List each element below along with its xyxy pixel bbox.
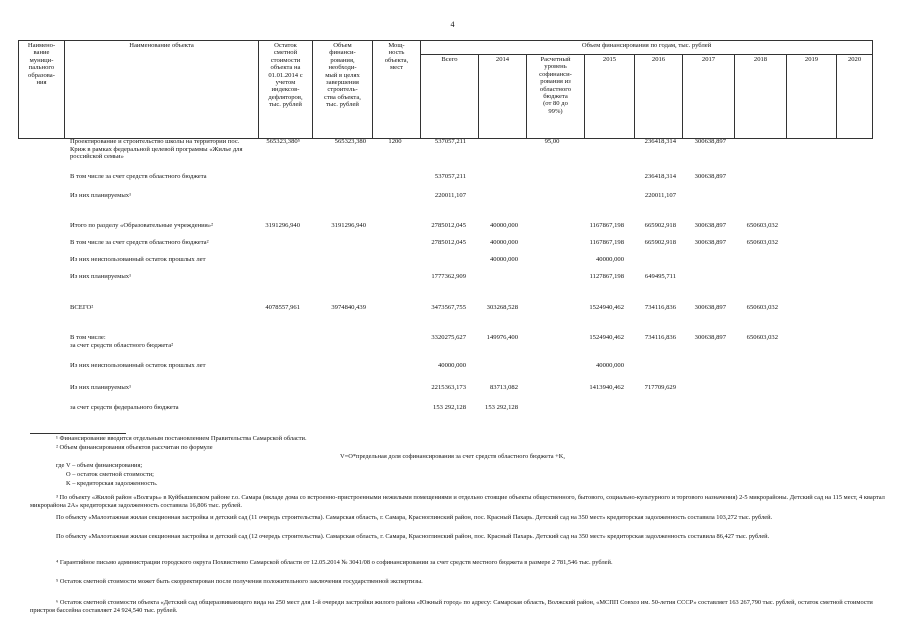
header-2016: 2016 bbox=[635, 55, 683, 139]
footnote-formula: V=O*предельная доля софинансирования за счет средств областного бюджета +K, bbox=[340, 453, 565, 460]
table-row-7-rest: 4078557,961 bbox=[265, 304, 300, 311]
table-row-10-y2015: 1413940,462 bbox=[589, 384, 624, 391]
table-row-0-volume: 565323,380 bbox=[334, 138, 366, 145]
header-2019: 2019 bbox=[787, 55, 837, 139]
table-row-0-y2017: 300638,897 bbox=[694, 138, 726, 145]
footnote-5: ⁵ Остаток сметной стоимости может быть скорректирован после получения положительного заключения государственной экспертизы. bbox=[56, 578, 423, 585]
header-municipality: Наимено- вание муници- пального образова- ния bbox=[19, 41, 65, 139]
table-row-1-y2017: 300638,897 bbox=[694, 173, 726, 180]
table-row-4-name: В том числе за счет средств областного бюджета² bbox=[70, 239, 209, 246]
table-row-0-y2016: 236418,314 bbox=[644, 138, 676, 145]
table-row-3-y2018: 650603,032 bbox=[746, 222, 778, 229]
table-row-3-rest: 3191296,940 bbox=[265, 222, 300, 229]
table-row-7-y2018: 650603,032 bbox=[746, 304, 778, 311]
table-row-7-y2017: 300638,897 bbox=[694, 304, 726, 311]
header-2020: 2020 bbox=[837, 55, 873, 139]
table-row-6-name: Из них планируемых¹ bbox=[70, 273, 132, 280]
header-2015: 2015 bbox=[585, 55, 635, 139]
table-row-4-total: 2785012,045 bbox=[431, 239, 466, 246]
table-row-0-name: Проектирование и строительство школы на территории пос. Криж в рамках федеральной целевой программы «Жилье для российской семьи» bbox=[70, 138, 243, 161]
table-row-4-y2016: 665902,918 bbox=[644, 239, 676, 246]
table-row-3-y2016: 665902,918 bbox=[644, 222, 676, 229]
table-row-8-y2018: 650603,032 bbox=[746, 334, 778, 341]
header-cofinancing-level: Расчетный уровень софинанси- рования из областного бюджета (от 80 до 99%) bbox=[527, 55, 585, 139]
header-2017: 2017 bbox=[683, 55, 735, 139]
table-row-3-y2014: 40000,000 bbox=[489, 222, 518, 229]
table-row-0-total: 537057,211 bbox=[434, 138, 466, 145]
table-row-6-y2016: 649495,711 bbox=[644, 273, 676, 280]
footnote-3a: ³ По объекту «Жилой район «Волгарь» в Куйбышевском районе г.о. Самара (вкладе дома со встроенно-пристроенными нежилыми помещениями и отдельно стоящие объекты общественного, бытового, социально-культурного и торгового назначения) 2-5 микрорайоны. Детский сад на 115 мест, 4 квартал микрорайона 2А» кредиторская задолженность составила 16,806 тыс. рублей. bbox=[30, 494, 885, 509]
table-row-10-name: Из них планируемых¹ bbox=[70, 384, 132, 391]
table-row-5-y2015: 40000,000 bbox=[595, 256, 624, 263]
table-row-7-y2015: 1524940,462 bbox=[589, 304, 624, 311]
table-row-2-y2016: 220011,107 bbox=[644, 192, 676, 199]
header-total: Всего bbox=[421, 55, 479, 139]
table-row-5-name: Из них неиспользованный остаток прошлых лет bbox=[70, 256, 206, 263]
header-capacity: Мощ- ность объекта, мест bbox=[373, 41, 421, 139]
table-row-6-total: 1777362,909 bbox=[431, 273, 466, 280]
table-row-10-total: 2215363,173 bbox=[431, 384, 466, 391]
table-row-7-total: 3473567,755 bbox=[431, 304, 466, 311]
table-row-9-total: 40000,000 bbox=[437, 362, 466, 369]
table-row-8-total: 3320275,627 bbox=[431, 334, 466, 341]
table-row-2-name: Из них планируемых¹ bbox=[70, 192, 132, 199]
table-row-11-total: 153 292,128 bbox=[433, 404, 466, 411]
footnote-2: ² Объем финансирования объектов рассчитан по формуле bbox=[56, 444, 213, 451]
table-row-10-y2016: 717709,629 bbox=[644, 384, 676, 391]
table-row-4-y2015: 1167867,198 bbox=[589, 239, 624, 246]
table-row-6-y2015: 1127867,198 bbox=[589, 273, 624, 280]
footnote-k: K – кредиторская задолженность. bbox=[66, 480, 158, 487]
header-2014: 2014 bbox=[479, 55, 527, 139]
header-financing-volume: Объем финанси- рования, необходи- мый в целях завершения строитель- ства объекта, тыс. рублей bbox=[313, 41, 373, 139]
footnote-3b: По объекту «Малоэтажная жилая секционная застройка и детский сад (11 очередь строительства). Самарская область, г. Самара, Красноглинский район, пос. Красный Пахарь. Детский сад на 350 мест» кредиторская задолженность составила 103,272 тыс. рублей. bbox=[56, 514, 773, 521]
table-row-1-name: В том числе за счет средств областного бюджета bbox=[70, 173, 207, 180]
table-row-0-power: 1200 bbox=[388, 138, 402, 145]
footnote-1: ¹ Финансирование вводится отдельным постановлением Правительства Самарской области. bbox=[56, 435, 307, 442]
table-row-4-y2014: 40000,000 bbox=[489, 239, 518, 246]
footnote-o: O – остаток сметной стоимости; bbox=[66, 471, 154, 478]
table-row-3-volume: 3191296,940 bbox=[331, 222, 366, 229]
table-row-3-y2015: 1167867,198 bbox=[589, 222, 624, 229]
table-row-7-volume: 3974840,439 bbox=[331, 304, 366, 311]
footnote-divider bbox=[30, 433, 126, 434]
table-row-8-name: В том числе: за счет средств областного бюджета² bbox=[70, 334, 174, 349]
table-row-9-name: Из них неиспользованный остаток прошлых лет bbox=[70, 362, 206, 369]
table-row-1-total: 537057,211 bbox=[434, 173, 466, 180]
table-row-1-y2016: 236418,314 bbox=[644, 173, 676, 180]
table-row-7-y2014: 303268,528 bbox=[486, 304, 518, 311]
header-years-group: Объем финансирования по годам, тыс. рублей bbox=[421, 41, 873, 55]
table-row-5-y2014: 40000,000 bbox=[489, 256, 518, 263]
footnote-4: ⁴ Гарантийное письмо администрации городского округа Похвистнево Самарской области от 12.05.2014 № 3041/08 о софинансировании за счет средств местного бюджета в размере 2 781,546 тыс. рублей. bbox=[56, 559, 613, 566]
page-number: 4 bbox=[450, 20, 455, 29]
table-row-0-rest: 565323,380⁵ bbox=[266, 138, 300, 145]
table-row-11-name: за счет средств федерального бюджета bbox=[70, 404, 179, 411]
table-row-10-y2014: 83713,082 bbox=[489, 384, 518, 391]
header-remaining-cost: Остаток сметной стоимости объекта на 01.01.2014 с учетом индексов- дефляторов, тыс. рублей bbox=[259, 41, 313, 139]
header-object-name: Наименование объекта bbox=[65, 41, 259, 139]
table-row-11-y2014: 153 292,128 bbox=[485, 404, 518, 411]
table-row-8-y2014: 149976,400 bbox=[486, 334, 518, 341]
table-row-8-y2016: 734116,836 bbox=[644, 334, 676, 341]
table-row-3-y2017: 300638,897 bbox=[694, 222, 726, 229]
footnote-3c: По объекту «Малоэтажная жилая секционная застройка и детский сад (12 очередь строительства). Самарская область, г. Самара, Красноглинский район, пос. Красный Пахарь. Детский сад на 350 мест» кредиторская задолженность составила 86,427 тыс. рублей. bbox=[56, 533, 770, 540]
table-row-2-total: 220011,107 bbox=[434, 192, 466, 199]
footnote-where: где V – объем финансирования; bbox=[56, 462, 143, 469]
table-row-7-name: ВСЕГО² bbox=[70, 304, 94, 311]
table-row-4-y2017: 300638,897 bbox=[694, 239, 726, 246]
header-2018: 2018 bbox=[735, 55, 787, 139]
table-row-3-name: Итого по разделу «Образовательные учреждения»² bbox=[70, 222, 213, 229]
table-row-8-y2015: 1524940,462 bbox=[589, 334, 624, 341]
table-row-4-y2018: 650603,032 bbox=[746, 239, 778, 246]
table-row-9-y2015: 40000,000 bbox=[595, 362, 624, 369]
table-row-7-y2016: 734116,836 bbox=[644, 304, 676, 311]
table-row-0-level: 95,00 bbox=[544, 138, 560, 145]
table-row-3-total: 2785012,045 bbox=[431, 222, 466, 229]
table-row-8-y2017: 300638,897 bbox=[694, 334, 726, 341]
footnote-6: ⁶ Остаток сметной стоимости объекта «Детский сад общеразвивающего вида на 250 мест для 1-й очереди застройки жилого района «Южный город» по адресу: Самарская область, Волжский район, «МСПП Совхоз им. 50-летия СССР» составляет 163 267,790 тыс. рублей, остаток сметной стоимости пристроя бассейна составляет 24 924,540 тыс. рублей. bbox=[30, 599, 873, 614]
